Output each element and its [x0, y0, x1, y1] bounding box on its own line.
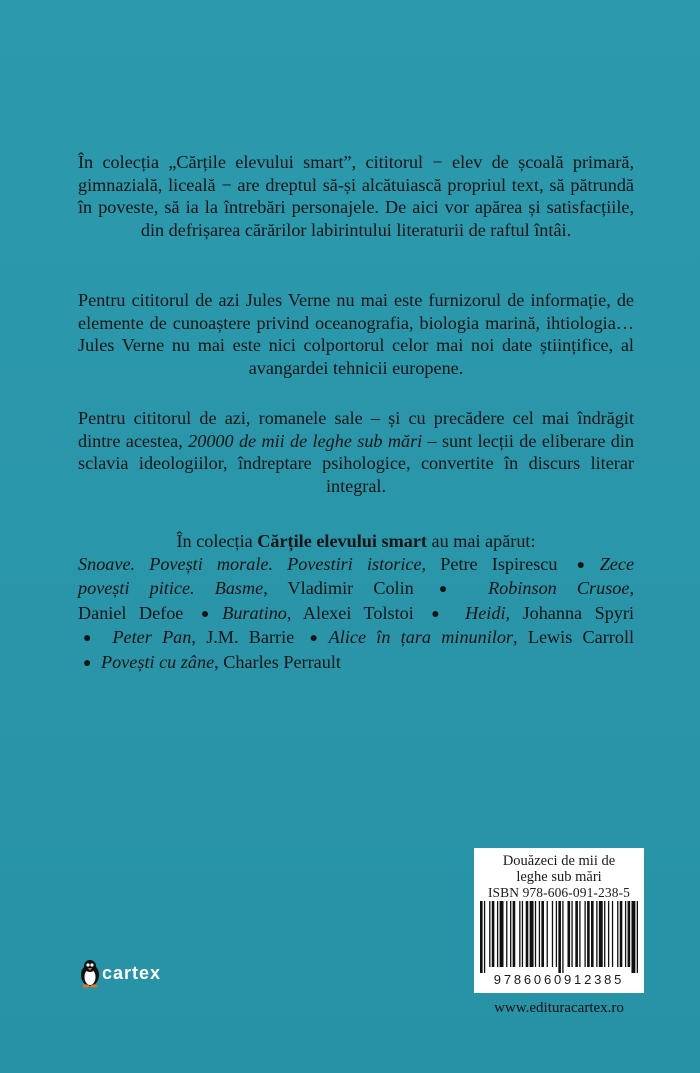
bullet-icon: ● — [576, 557, 595, 573]
penguin-icon — [79, 958, 101, 988]
barcode-bar — [631, 901, 635, 973]
book-author: Johanna Spyri — [522, 602, 635, 623]
barcode-bar — [604, 901, 605, 967]
publisher-logo-text: cartex — [102, 962, 162, 983]
book-title: Peter Pan — [112, 627, 192, 648]
blurb-paragraph-2: Pentru cititorul de azi Jules Verne nu mai este furnizorul de informație, de elemente de cunoaștere privind oceanografia, biologia marină, ihtiologia… Jules Verne nu mai este nici colportorul celor mai noi date științifice, al avangardei tehnicii europene. — [78, 290, 634, 378]
blurb-p3-end: – sunt lecții de eliberare din sclavia ideologiilor, îndreptare psihologice, convertite în discurs literar integral. — [78, 430, 634, 496]
barcode-bar — [579, 901, 580, 967]
barcode-bar — [535, 901, 536, 967]
bullet-icon: ● — [431, 606, 448, 622]
barcode-bar — [625, 901, 626, 967]
barcode-bar — [591, 901, 594, 967]
barcode-bar — [489, 901, 490, 967]
barcode-bar — [492, 901, 495, 967]
book-title: povești pitice. Basme — [78, 578, 264, 599]
blurb-paragraph-3 — [78, 407, 634, 497]
isbn-barcode-box — [474, 848, 644, 993]
barcode-bar — [567, 901, 570, 967]
barcode-bar — [526, 901, 529, 967]
book-author: J.M. Barrie — [206, 627, 295, 648]
barcode-bar — [612, 901, 613, 967]
bullet-icon: ● — [438, 582, 463, 598]
barcode-bar — [608, 901, 609, 967]
barcode-bar — [552, 901, 553, 967]
barcode-bar — [562, 901, 563, 973]
barcode-bar — [513, 901, 516, 967]
collection-line: povești pitice. Basme, Vladimir Colin ● Robinson Crusoe, — [78, 578, 634, 599]
book-author: Lewis Carroll — [527, 627, 635, 648]
barcode-bar — [620, 901, 623, 967]
book-title: Robinson Crusoe — [488, 578, 630, 599]
barcode-bar — [558, 901, 561, 973]
collection-line: ● Peter Pan, J.M. Barrie ● Alice în țara minunilor, Lewis Carroll — [83, 627, 635, 648]
book-author: Daniel Defoe — [78, 602, 184, 623]
barcode-bar — [596, 901, 597, 967]
barcode-bar — [522, 901, 523, 967]
blurb-p3-start: Pentru cititorul de azi, romanele sale – și cu precădere cel mai îndrăgit dintre acestea, — [78, 408, 634, 451]
barcode-bar — [628, 901, 631, 967]
publisher-website: www.edituracartex.ro — [494, 1000, 624, 1016]
book-author: Alexei Tolstoi — [302, 602, 414, 623]
barcode-bar — [571, 901, 572, 967]
barcode-bar — [599, 901, 603, 967]
barcode-bar — [547, 901, 548, 967]
collection-line — [78, 553, 634, 578]
blurb-paragraph-1: În colecția „Cărțile elevului smart”, cititorul − elev de școală primară, gimnazială, liceală − are dreptul să-și alcătuiască propriul text, să pătrundă în poveste, să ia la întrebări personajele. De aici vor apărea și satisfacțiile, din defrișarea cărărilor labirintului literaturii de raftul întâi. — [78, 152, 634, 240]
collection-line: Daniel Defoe ● Buratino, Alexei Tolstoi ● Heidi, Johanna Spyri — [78, 602, 635, 623]
book-author: Vladimir Colin — [287, 578, 414, 599]
barcode-bar — [480, 901, 483, 973]
series-name: Cărțile elevului smart — [257, 531, 427, 551]
book-title: Buratino — [222, 602, 287, 623]
barcode-image — [480, 901, 638, 973]
barcode-bar — [556, 901, 557, 967]
collection-list — [78, 530, 634, 676]
barcode-bar — [500, 901, 504, 967]
book-title: Povești cu zâne — [101, 651, 215, 672]
book-title: Zece — [599, 553, 635, 574]
bullet-icon: ● — [83, 655, 92, 671]
collection-line: ● Povești cu zâne, Charles Perrault — [83, 651, 341, 672]
barcode-bar — [510, 901, 511, 967]
barcode-bar — [584, 901, 585, 967]
barcode-digits: 9786060912385 — [493, 972, 625, 987]
bullet-icon: ● — [309, 631, 324, 647]
book-author: Charles Perrault — [223, 651, 341, 672]
barcode-bar — [519, 901, 520, 967]
barcode-bar — [617, 901, 618, 967]
barcode-bar — [575, 901, 578, 967]
publisher-logo — [79, 956, 161, 990]
barcode-bar — [541, 901, 544, 967]
book-author: Petre Ispirescu — [440, 553, 558, 574]
isbn-book-title: Douăzeci de mii de leghe sub mări — [502, 853, 616, 885]
book-title-italic: 20000 de mii de leghe sub mări — [188, 430, 423, 451]
bullet-icon: ● — [200, 606, 218, 622]
book-title: Alice în țara minunilor — [328, 627, 514, 648]
barcode-bar — [530, 901, 534, 967]
book-title: Snoave. Povești morale. Povestiri istorice, — [78, 553, 427, 574]
barcode-bar — [484, 901, 485, 973]
barcode-bar — [506, 901, 507, 967]
collection-heading: În colecția Cărțile elevului smart au mai apărut: — [176, 531, 536, 551]
bullet-icon: ● — [83, 631, 98, 647]
barcode-bar — [637, 901, 638, 973]
isbn-number: ISBN 978-606-091-238-5 — [487, 885, 631, 900]
barcode-bar — [587, 901, 590, 967]
book-title: Heidi, — [465, 602, 511, 623]
barcode-bar — [539, 901, 540, 967]
barcode-bar — [497, 901, 498, 967]
